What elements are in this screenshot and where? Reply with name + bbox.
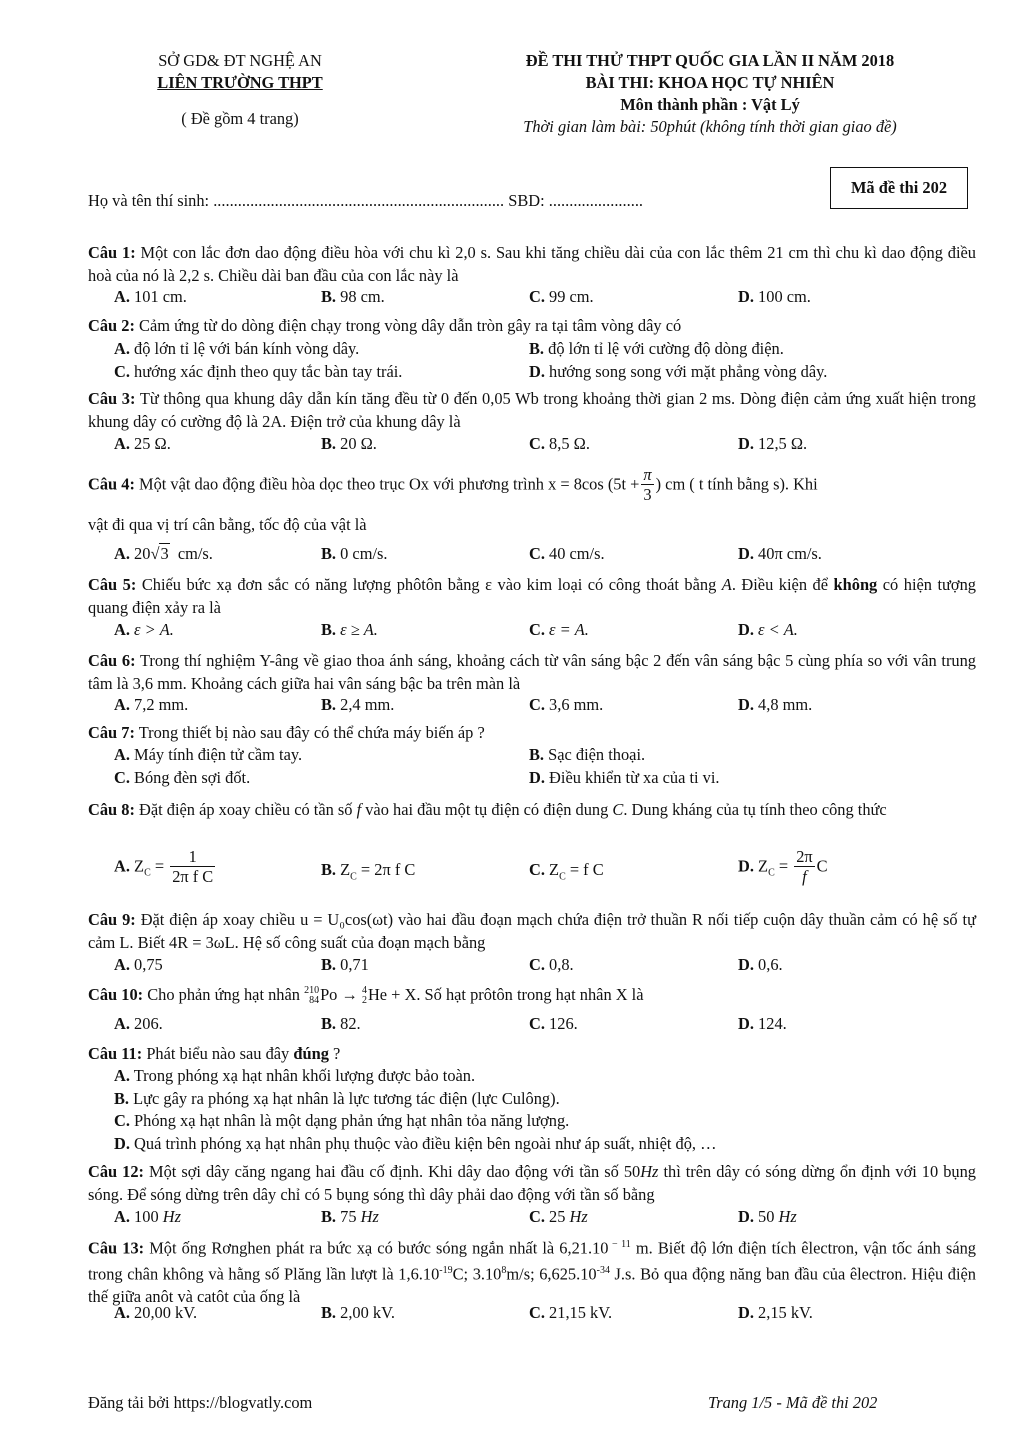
question-12: Câu 12: Một sợi dây căng ngang hai đầu cố định. Khi dây dao động với tần số 50Hz thì trên dây có sóng dừng ổn định với 10 bụng sóng. Để sóng dừng trên dây chỉ có 5 bụng sóng thì dây phải dao động với tần số bằng xyxy=(88,1162,976,1204)
option-c: C. 25 Hz xyxy=(529,1207,588,1226)
option-b: B. $Z_C = 2\pi$ f C xyxy=(321,860,416,883)
option-a: A. 20√3 cm/s. xyxy=(114,544,213,563)
option-d: D. $Z_C$ = $\frac{2\pi}{f}$ C xyxy=(738,847,828,886)
option-a: A. độ lớn tỉ lệ với bán kính vòng dây. xyxy=(114,339,360,358)
option-a: A. 20,00 kV. xyxy=(114,1303,198,1322)
option-d: D. ε < A. xyxy=(738,620,798,639)
option-c: C. 99 cm. xyxy=(529,287,594,306)
option-a: A. 101 cm. xyxy=(114,287,187,306)
footer-page-number: Trang 1/5 - Mã đề thi 202 xyxy=(708,1393,878,1412)
question-4-line2: vật đi qua vị trí cân bằng, tốc độ của vật là xyxy=(88,515,367,534)
option-a: A. $Z_C$ = $\frac{1}{\text{2π f C}}$ xyxy=(114,847,214,886)
option-a: A. Trong phóng xạ hạt nhân khối lượng được bảo toàn. xyxy=(114,1066,476,1085)
option-c: C. 3,6 mm. xyxy=(529,695,604,714)
question-11: Câu 11: Phát biểu nào sau đây đúng ? xyxy=(88,1044,341,1063)
option-c: C. Phóng xạ hạt nhân là một dạng phản ứng hạt nhân tỏa năng lượng. xyxy=(114,1111,570,1130)
question-10-options xyxy=(114,1014,974,1036)
option-a: A. 25 Ω. xyxy=(114,434,171,453)
pages-note: ( Đề gồm 4 trang) xyxy=(181,109,299,128)
option-c: C. $Z_C = f$ C xyxy=(529,860,604,883)
question-6-options xyxy=(114,695,974,717)
option-c: C. 8,5 Ω. xyxy=(529,434,590,453)
phase-fraction: $\frac{\pi}{3}$ xyxy=(643,465,652,504)
option-b: B. 82. xyxy=(321,1014,361,1033)
question-7: Câu 7: Trong thiết bị nào sau đây có thể chứa máy biến áp ? xyxy=(88,723,485,742)
option-c: C. 21,15 kV. xyxy=(529,1303,613,1322)
question-5-options xyxy=(114,620,974,642)
option-b: B. 75 Hz xyxy=(321,1207,379,1226)
school-name: LIÊN TRƯỜNG THPT xyxy=(157,73,323,92)
question-6: Câu 6: Trong thí nghiệm Y-âng về giao thoa ánh sáng, khoảng cách từ vân sáng bậc 2 đến vân sáng bậc 5 cùng phía so với vân trung tâm là 3,6 mm. Khoảng cách giữa hai vân sáng bậc ba trên màn là xyxy=(88,651,976,693)
question-2: Câu 2: Cảm ứng từ do dòng điện chạy trong vòng dây dẫn tròn gây ra tại tâm vòng dây có xyxy=(88,316,682,335)
option-b: B. 20 Ω. xyxy=(321,434,377,453)
option-d: D. 0,6. xyxy=(738,955,783,974)
question-7-options-row1 xyxy=(114,745,974,767)
option-d: D. Điều khiển từ xa của ti vi. xyxy=(529,768,720,787)
department-name: SỞ GD& ĐT NGHỆ AN xyxy=(158,51,322,70)
question-3-options xyxy=(114,434,974,456)
he-nuclide-numbers: 4 2 xyxy=(361,985,367,1007)
question-9-options xyxy=(114,955,974,977)
option-a: A. 7,2 mm. xyxy=(114,695,189,714)
option-c: C. Bóng đèn sợi đốt. xyxy=(114,768,251,787)
question-10: Câu 10: Cho phản ứng hạt nhân 210 84Po → 4 2He + X. Số hạt prôtôn trong hạt nhân X là xyxy=(88,985,644,1007)
option-b: B. độ lớn tỉ lệ với cường độ dòng điện. xyxy=(529,339,784,358)
option-a: A. 206. xyxy=(114,1014,163,1033)
option-d: D. 4,8 mm. xyxy=(738,695,813,714)
question-2-options-row2 xyxy=(114,362,974,384)
option-b: B. ε ≥ A. xyxy=(321,620,378,639)
option-d: D. 12,5 Ω. xyxy=(738,434,808,453)
question-7-options-row2 xyxy=(114,768,974,790)
question-13: Câu 13: Một ống Rơnghen phát ra bức xạ có bước sóng ngắn nhất là 6,21.10 $^{- 11}$ m. Biết độ lớn điện tích êlectron, vận tốc ánh sáng trong chân không và hằng số Plăng lần lượt là $1,6.10^{-19}C$; 3.10$^8$m/s; $6,625.10^{-34}$ J.s. Bỏ qua động năng ban đầu của êlectron. Hiệu điện thế giữa anôt và catôt của ống là xyxy=(88,1238,976,1307)
option-d: D. 124. xyxy=(738,1014,787,1033)
question-1: Câu 1: Một con lắc đơn dao động điều hòa với chu kì 2,0 s. Sau khi tăng chiều dài của con lắc thêm 21 cm thì chu kì dao động điều hoà của nó là 2,2 s. Chiều dài ban đầu của con lắc này là xyxy=(88,243,976,285)
option-b: B. 0 cm/s. xyxy=(321,544,388,563)
option-b: B. Sạc điện thoại. xyxy=(529,745,646,764)
question-9: Câu 9: Đặt điện áp xoay chiều u = U₀cos(ωt) vào hai đầu đoạn mạch chứa điện trở thuần R nối tiếp cuộn dây thuần cảm có hệ số tự cảm L. Biết 4R = 3ωL. Hệ số công suất của đoạn mạch bằng xyxy=(88,910,976,952)
exam-title: ĐỀ THI THỬ THPT QUỐC GIA LẦN II NĂM 2018 xyxy=(525,51,895,70)
option-b: B. 2,00 kV. xyxy=(321,1303,395,1322)
option-d: D. 40π cm/s. xyxy=(738,544,822,563)
question-12-options xyxy=(114,1207,974,1229)
option-d: D. Quá trình phóng xạ hạt nhân phụ thuộc vào điều kiện bên ngoài như áp suất, nhiệt độ, … xyxy=(114,1134,717,1153)
header-right xyxy=(440,50,980,138)
question-2-options-row1 xyxy=(114,339,974,361)
question-4: Câu 4: Một vật dao động điều hòa dọc theo trục Ox với phương trình x = 8cos (5t + $\frac{\pi}{3}$ ) cm ( t tính bằng s). Khi xyxy=(88,465,818,504)
candidate-info-line: Họ và tên thí sinh: ....................................................................... SBD: ....................... xyxy=(88,191,644,210)
option-d: D. 50 Hz xyxy=(738,1207,797,1226)
option-a: A. 0,75 xyxy=(114,955,163,974)
option-b: B. 2,4 mm. xyxy=(321,695,395,714)
po-nuclide-numbers: 210 84 xyxy=(304,985,320,1007)
component-subject: Môn thành phần : Vật Lý xyxy=(620,95,800,114)
option-c: C. 126. xyxy=(529,1014,578,1033)
option-b: B. Lực gây ra phóng xạ hạt nhân là lực tương tác điện (lực Culông). xyxy=(114,1089,560,1108)
option-d: D. 100 cm. xyxy=(738,287,811,306)
option-b: B. 0,71 xyxy=(321,955,369,974)
question-5: Câu 5: Chiếu bức xạ đơn sắc có năng lượng phôtôn bằng ε vào kim loại có công thoát bằng A. Điều kiện để không có hiện tượng quang điện xảy ra là xyxy=(88,575,976,617)
time-note: Thời gian làm bài: 50phút (không tính thời gian giao đề) xyxy=(523,117,897,136)
footer-source: Đăng tải bởi https://blogvatly.com xyxy=(88,1393,313,1412)
question-4-options xyxy=(114,544,974,566)
question-13-options xyxy=(114,1303,974,1325)
exam-code-box: Mã đề thi 202 xyxy=(830,167,968,209)
option-a: A. Máy tính điện tử cầm tay. xyxy=(114,745,303,764)
option-c: C. ε = A. xyxy=(529,620,589,639)
question-3: Câu 3: Từ thông qua khung dây dẫn kín tăng đều từ 0 đến 0,05 Wb trong khoảng thời gian 2 ms. Dòng điện cảm ứng xuất hiện trong khung dây có cường độ là 2A. Điện trở của khung dây là xyxy=(88,389,977,431)
option-d: D. hướng song song với mặt phẳng vòng dây. xyxy=(529,362,828,381)
option-c: C. hướng xác định theo quy tắc bàn tay trái. xyxy=(114,362,403,381)
option-c: C. 0,8. xyxy=(529,955,574,974)
header-left xyxy=(110,50,370,130)
exam-subject: BÀI THI: KHOA HỌC TỰ NHIÊN xyxy=(585,73,835,92)
option-d: D. 2,15 kV. xyxy=(738,1303,813,1322)
option-a: A. 100 Hz xyxy=(114,1207,181,1226)
option-c: C. 40 cm/s. xyxy=(529,544,605,563)
option-a: A. ε > A. xyxy=(114,620,174,639)
question-8: Câu 8: Đặt điện áp xoay chiều có tần số f vào hai đầu một tụ điện có điện dung C. Dung kháng của tụ tính theo công thức xyxy=(88,800,887,819)
option-b: B. 98 cm. xyxy=(321,287,385,306)
question-8-options xyxy=(114,848,974,892)
question-1-options xyxy=(114,287,974,309)
